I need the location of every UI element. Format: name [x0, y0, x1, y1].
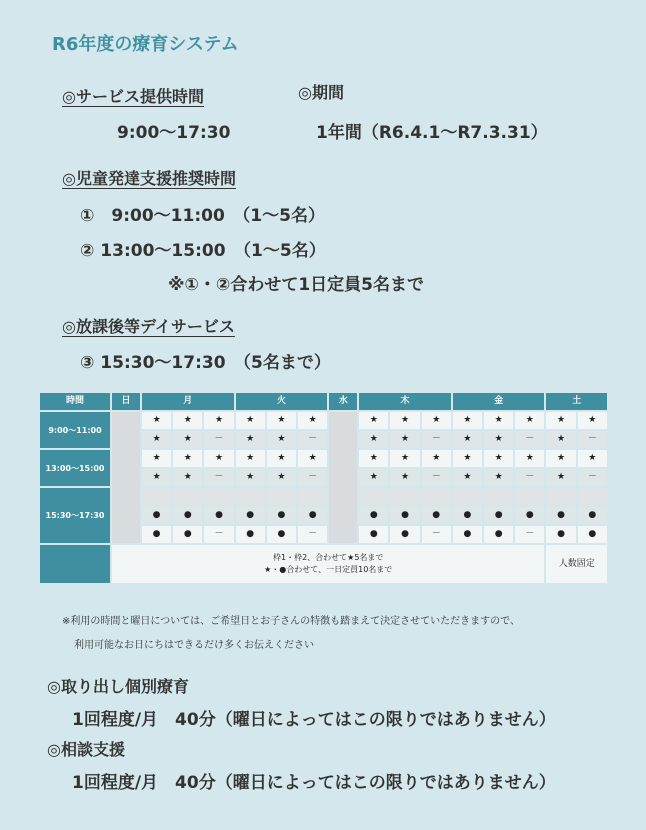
slot-cell: ★ — [452, 449, 483, 468]
header-sat: 土 — [545, 392, 608, 411]
header-sun: 日 — [111, 392, 141, 411]
slot-cell: ● — [389, 525, 420, 544]
slot-cell: ★ — [421, 411, 452, 430]
slot-cell: ● — [203, 506, 234, 525]
slot-cell: － — [297, 525, 328, 544]
after-school-slot: ③ 15:30～17:30 （5名まで） — [80, 353, 331, 373]
slot-cell: ★ — [266, 411, 297, 430]
slot-cell: ★ — [235, 468, 266, 487]
slot-cell — [577, 487, 608, 506]
slot-cell: ★ — [452, 468, 483, 487]
header-mon: 月 — [141, 392, 235, 411]
slot-cell: ★ — [297, 449, 328, 468]
slot-cell: ★ — [389, 449, 420, 468]
slot-cell: ● — [389, 506, 420, 525]
slot-cell: － — [421, 468, 452, 487]
slot-cell — [389, 487, 420, 506]
slot-cell: ★ — [483, 430, 514, 449]
slot-cell: － — [203, 468, 234, 487]
page-title: R6年度の療育システム — [52, 34, 239, 55]
slot-cell: ★ — [389, 430, 420, 449]
slot-cell: ★ — [172, 411, 203, 430]
slot-cell: ★ — [266, 430, 297, 449]
slot-cell: ● — [358, 506, 389, 525]
slot-cell: ● — [545, 525, 576, 544]
slot-cell: ★ — [358, 449, 389, 468]
slot-cell: ★ — [514, 411, 545, 430]
slot-cell: － — [297, 430, 328, 449]
slot-cell: ● — [141, 506, 172, 525]
slot-cell: ★ — [203, 449, 234, 468]
child-dev-heading: ◎児童発達支援推奨時間 — [62, 169, 236, 188]
footer-note — [111, 544, 545, 584]
slot-cell: ● — [514, 506, 545, 525]
slot-cell: ● — [545, 506, 576, 525]
slot-cell: ● — [483, 525, 514, 544]
individual-value: 1回程度/月 40分（曜日によってはこの限りではありません） — [72, 710, 556, 730]
table-header-row — [39, 392, 608, 411]
usage-note-line-1: ※利用の時間と曜日については、ご希望日とお子さんの特徴も踏まえて決定させていただきますので、 — [62, 616, 520, 627]
footer-fixed: 人数固定 — [545, 544, 608, 584]
footer-line-1: 枠1・枠2、合わせて★5名まで — [272, 553, 384, 562]
slot-cell: ★ — [235, 430, 266, 449]
slot-cell: ★ — [297, 411, 328, 430]
slot-cell: ● — [235, 525, 266, 544]
header-fri: 金 — [452, 392, 546, 411]
child-dev-note: ※①・②合わせて1日定員5名まで — [168, 275, 424, 295]
consult-heading: ◎相談支援 — [47, 740, 125, 759]
slot-cell: ● — [172, 525, 203, 544]
slot-cell: － — [203, 525, 234, 544]
slot-cell — [545, 487, 576, 506]
slot-cell: ★ — [266, 449, 297, 468]
schedule-table — [38, 391, 609, 585]
header-wed: 水 — [328, 392, 358, 411]
slot-cell: － — [514, 525, 545, 544]
footer-line-2: ★・●合わせて、一日定員10名まで — [264, 565, 393, 574]
slot-cell: － — [203, 430, 234, 449]
slot-cell: ★ — [172, 468, 203, 487]
slot-cell: ● — [452, 525, 483, 544]
slot-cell: ★ — [545, 411, 576, 430]
slot-cell: － — [297, 468, 328, 487]
slot-cell — [172, 487, 203, 506]
time-slot-cell: 15:30～17:30 — [39, 487, 111, 544]
slot-cell: － — [421, 430, 452, 449]
slot-cell: － — [514, 430, 545, 449]
slot-cell: ★ — [483, 449, 514, 468]
slot-cell: ● — [421, 506, 452, 525]
slot-cell: ★ — [358, 411, 389, 430]
slot-cell: ● — [577, 506, 608, 525]
usage-note-line-2: 利用可能なお日にちはできるだけ多くお伝えください — [74, 640, 314, 651]
slot-cell: ● — [483, 506, 514, 525]
slot-cell: ★ — [514, 449, 545, 468]
slot-cell: ★ — [172, 449, 203, 468]
slot-cell: － — [421, 525, 452, 544]
slot-cell: － — [577, 468, 608, 487]
slot-cell: ★ — [141, 468, 172, 487]
slot-cell: － — [514, 468, 545, 487]
slot-cell: ● — [235, 506, 266, 525]
slot-cell: ★ — [452, 430, 483, 449]
slot-cell: ● — [358, 525, 389, 544]
slot-cell: ★ — [141, 411, 172, 430]
header-thu: 木 — [358, 392, 452, 411]
slot-cell — [358, 487, 389, 506]
slot-cell: ★ — [235, 449, 266, 468]
slot-cell: ★ — [577, 411, 608, 430]
slot-cell: ★ — [358, 468, 389, 487]
slot-cell: ● — [141, 525, 172, 544]
slot-cell: ★ — [235, 411, 266, 430]
slot-cell — [266, 487, 297, 506]
slot-cell: ★ — [421, 449, 452, 468]
slot-cell — [297, 487, 328, 506]
individual-heading: ◎取り出し個別療育 — [47, 677, 189, 696]
time-slot-cell: 13:00～15:00 — [39, 449, 111, 487]
period-heading: ◎期間 — [298, 83, 344, 102]
slot-cell: ★ — [358, 430, 389, 449]
slot-cell: ★ — [203, 411, 234, 430]
table-row — [39, 411, 608, 430]
sunday-closed-cell — [111, 411, 141, 544]
slot-cell: ★ — [389, 411, 420, 430]
wednesday-closed-cell — [328, 411, 358, 544]
header-time: 時間 — [39, 392, 111, 411]
time-slot-cell: 9:00～11:00 — [39, 411, 111, 449]
service-hours-value: 9:00～17:30 — [117, 123, 231, 143]
child-dev-slot-2: ② 13:00～15:00 （1～5名） — [80, 241, 326, 261]
after-school-heading: ◎放課後等デイサービス — [62, 317, 235, 336]
slot-cell — [141, 487, 172, 506]
slot-cell: ★ — [266, 468, 297, 487]
slot-cell: ● — [266, 525, 297, 544]
slot-cell — [421, 487, 452, 506]
header-tue: 火 — [235, 392, 329, 411]
service-hours-heading: ◎サービス提供時間 — [62, 87, 204, 106]
footer-time-cell — [39, 544, 111, 584]
slot-cell — [483, 487, 514, 506]
slot-cell: ● — [297, 506, 328, 525]
consult-value: 1回程度/月 40分（曜日によってはこの限りではありません） — [72, 773, 556, 793]
slot-cell: ★ — [172, 430, 203, 449]
schedule-body — [39, 411, 608, 544]
slot-cell — [514, 487, 545, 506]
slot-cell: ● — [452, 506, 483, 525]
slot-cell: ★ — [452, 411, 483, 430]
slot-cell: ★ — [483, 411, 514, 430]
slot-cell — [452, 487, 483, 506]
slot-cell — [235, 487, 266, 506]
period-value: 1年間（R6.4.1～R7.3.31） — [316, 123, 548, 143]
table-footer-row — [39, 544, 608, 584]
slot-cell: ★ — [545, 468, 576, 487]
slot-cell: ★ — [545, 430, 576, 449]
slot-cell: ● — [266, 506, 297, 525]
slot-cell: ★ — [141, 430, 172, 449]
slot-cell: ★ — [389, 468, 420, 487]
slot-cell — [203, 487, 234, 506]
slot-cell: ★ — [483, 468, 514, 487]
slot-cell: ● — [577, 525, 608, 544]
child-dev-slot-1: ① 9:00～11:00 （1～5名） — [80, 206, 325, 226]
slot-cell: ★ — [141, 449, 172, 468]
slot-cell: ★ — [577, 449, 608, 468]
slot-cell: － — [577, 430, 608, 449]
slot-cell: ★ — [545, 449, 576, 468]
slot-cell: ● — [172, 506, 203, 525]
